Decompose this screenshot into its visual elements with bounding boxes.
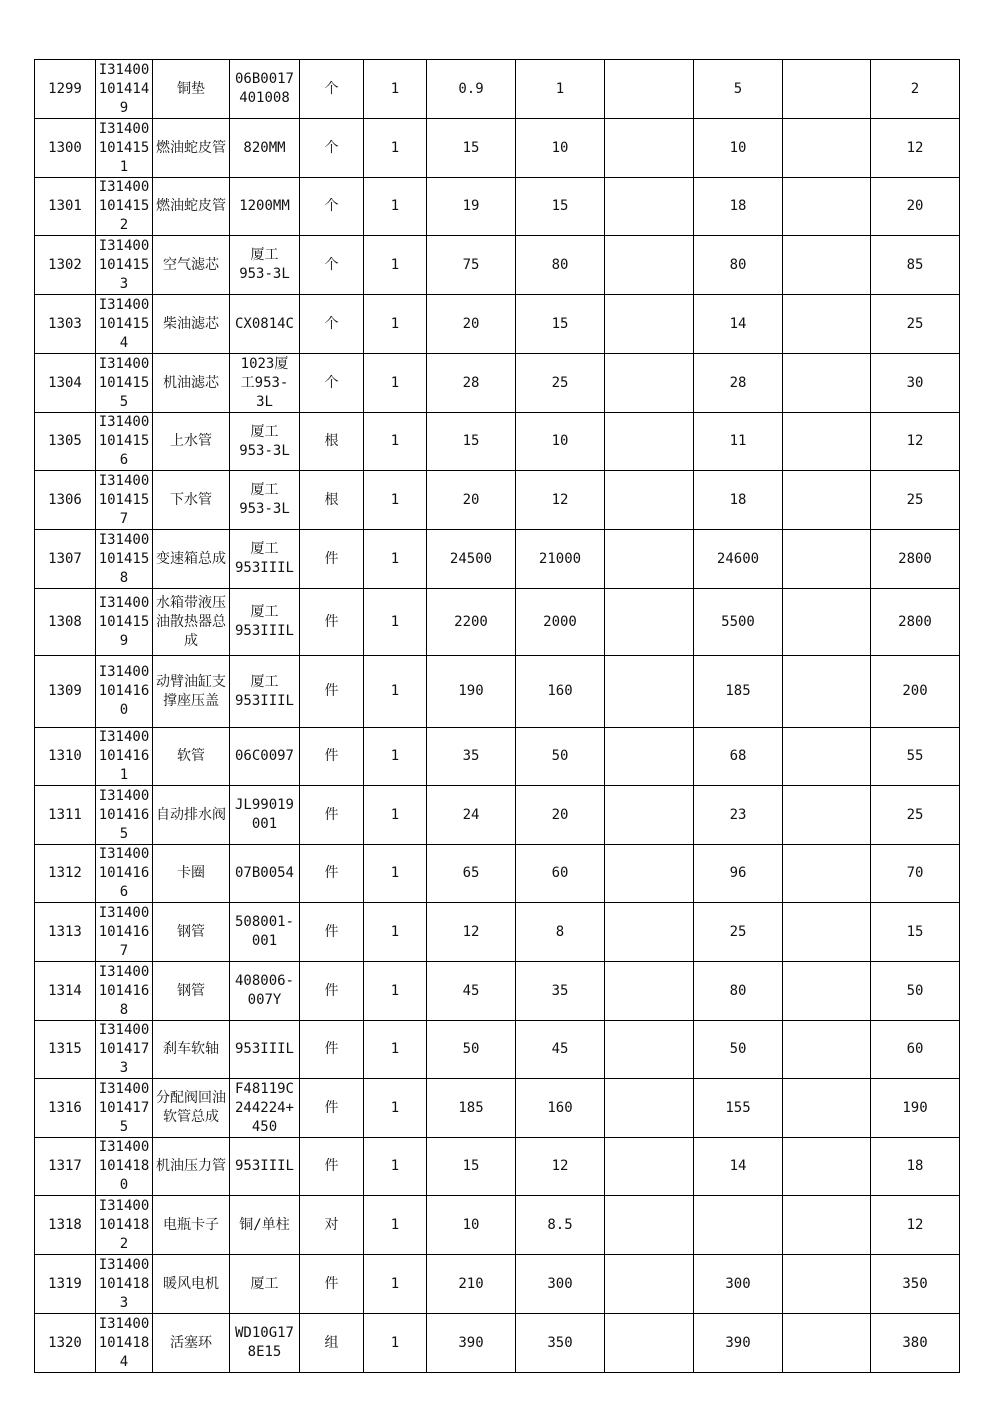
price-3-cell [605,471,694,530]
row-number-cell: 1308 [35,589,96,656]
price-2-cell: 1 [516,60,605,119]
table-row [35,1196,960,1255]
item-name-cell: 水箱带液压油散热器总成 [153,589,230,656]
price-5-cell [783,295,871,354]
table-row [35,656,960,728]
price-5-cell [783,60,871,119]
row-number-cell: 1314 [35,962,96,1021]
item-unit-cell: 件 [300,728,364,786]
item-qty-cell: 1 [364,178,427,236]
item-code-cell: I31400 101416 5 [96,786,153,845]
item-unit-cell: 件 [300,1138,364,1196]
item-code-cell: I31400 101418 0 [96,1138,153,1196]
price-2-cell: 80 [516,236,605,295]
item-qty-cell: 1 [364,589,427,656]
row-number-cell: 1311 [35,786,96,845]
price-6-cell: 190 [871,1079,960,1138]
price-3-cell [605,962,694,1021]
item-name-cell: 卡圈 [153,845,230,903]
item-qty-cell: 1 [364,728,427,786]
item-spec-cell: F48119C 244224+ 450 [230,1079,300,1138]
price-2-cell: 25 [516,354,605,413]
table-row [35,1021,960,1079]
price-2-cell: 10 [516,413,605,471]
item-qty-cell: 1 [364,413,427,471]
item-unit-cell: 件 [300,962,364,1021]
price-4-cell: 18 [694,178,783,236]
item-code-cell: I31400 101414 9 [96,60,153,119]
item-spec-cell: 厦工 953-3L [230,236,300,295]
item-qty-cell: 1 [364,656,427,728]
price-4-cell: 10 [694,119,783,178]
table-row [35,845,960,903]
table-body [35,60,960,1373]
price-1-cell: 10 [427,1196,516,1255]
price-5-cell [783,728,871,786]
item-code-cell: I31400 101417 3 [96,1021,153,1079]
row-number-cell: 1312 [35,845,96,903]
price-5-cell [783,656,871,728]
item-code-cell: I31400 101415 3 [96,236,153,295]
price-2-cell: 160 [516,656,605,728]
table-row [35,786,960,845]
item-name-cell: 活塞环 [153,1314,230,1373]
price-3-cell [605,60,694,119]
table-row [35,1255,960,1314]
item-qty-cell: 1 [364,903,427,962]
item-qty-cell: 1 [364,1196,427,1255]
price-3-cell [605,728,694,786]
item-spec-cell: 厦工 953IIIL [230,589,300,656]
item-name-cell: 暖风电机 [153,1255,230,1314]
price-3-cell [605,1314,694,1373]
price-5-cell [783,119,871,178]
price-4-cell [694,1196,783,1255]
item-unit-cell: 根 [300,471,364,530]
price-table [34,59,960,1373]
table-row [35,1079,960,1138]
price-4-cell: 96 [694,845,783,903]
table-row [35,295,960,354]
price-3-cell [605,1196,694,1255]
item-code-cell: I31400 101418 3 [96,1255,153,1314]
row-number-cell: 1303 [35,295,96,354]
price-2-cell: 50 [516,728,605,786]
item-qty-cell: 1 [364,845,427,903]
price-4-cell: 18 [694,471,783,530]
price-3-cell [605,413,694,471]
price-1-cell: 35 [427,728,516,786]
item-spec-cell: WD10G17 8E15 [230,1314,300,1373]
price-5-cell [783,471,871,530]
item-spec-cell: 厦工 953IIIL [230,530,300,589]
price-1-cell: 185 [427,1079,516,1138]
row-number-cell: 1307 [35,530,96,589]
price-6-cell: 70 [871,845,960,903]
price-4-cell: 300 [694,1255,783,1314]
price-1-cell: 15 [427,413,516,471]
price-5-cell [783,786,871,845]
price-1-cell: 2200 [427,589,516,656]
table-row [35,354,960,413]
price-1-cell: 15 [427,119,516,178]
item-name-cell: 电瓶卡子 [153,1196,230,1255]
table-row [35,471,960,530]
price-4-cell: 23 [694,786,783,845]
item-name-cell: 钢管 [153,962,230,1021]
price-3-cell [605,903,694,962]
price-1-cell: 20 [427,295,516,354]
price-6-cell: 18 [871,1138,960,1196]
row-number-cell: 1319 [35,1255,96,1314]
price-5-cell [783,903,871,962]
row-number-cell: 1313 [35,903,96,962]
item-name-cell: 软管 [153,728,230,786]
price-2-cell: 2000 [516,589,605,656]
price-4-cell: 11 [694,413,783,471]
price-4-cell: 390 [694,1314,783,1373]
item-code-cell: I31400 101416 8 [96,962,153,1021]
item-name-cell: 燃油蛇皮管 [153,119,230,178]
price-1-cell: 0.9 [427,60,516,119]
item-qty-cell: 1 [364,962,427,1021]
price-6-cell: 12 [871,119,960,178]
price-1-cell: 20 [427,471,516,530]
price-2-cell: 45 [516,1021,605,1079]
price-5-cell [783,178,871,236]
price-6-cell: 55 [871,728,960,786]
item-unit-cell: 件 [300,786,364,845]
item-name-cell: 燃油蛇皮管 [153,178,230,236]
price-6-cell: 12 [871,413,960,471]
item-unit-cell: 件 [300,1255,364,1314]
item-unit-cell: 个 [300,295,364,354]
item-unit-cell: 件 [300,589,364,656]
price-4-cell: 24600 [694,530,783,589]
price-5-cell [783,845,871,903]
price-5-cell [783,1255,871,1314]
item-qty-cell: 1 [364,236,427,295]
item-spec-cell: 820MM [230,119,300,178]
price-2-cell: 12 [516,471,605,530]
item-unit-cell: 件 [300,656,364,728]
row-number-cell: 1302 [35,236,96,295]
price-4-cell: 5 [694,60,783,119]
item-spec-cell: 408006- 007Y [230,962,300,1021]
item-name-cell: 变速箱总成 [153,530,230,589]
price-4-cell: 185 [694,656,783,728]
item-unit-cell: 组 [300,1314,364,1373]
price-4-cell: 155 [694,1079,783,1138]
item-unit-cell: 件 [300,903,364,962]
table-row [35,119,960,178]
price-1-cell: 19 [427,178,516,236]
price-3-cell [605,1255,694,1314]
table-row [35,236,960,295]
item-spec-cell: 953IIIL [230,1021,300,1079]
price-6-cell: 200 [871,656,960,728]
price-5-cell [783,413,871,471]
item-unit-cell: 根 [300,413,364,471]
item-code-cell: I31400 101415 4 [96,295,153,354]
price-2-cell: 15 [516,178,605,236]
row-number-cell: 1301 [35,178,96,236]
table-row [35,178,960,236]
price-3-cell [605,1021,694,1079]
item-unit-cell: 件 [300,1021,364,1079]
price-1-cell: 45 [427,962,516,1021]
price-3-cell [605,178,694,236]
item-qty-cell: 1 [364,1079,427,1138]
item-name-cell: 动臂油缸支撑座压盖 [153,656,230,728]
item-code-cell: I31400 101415 5 [96,354,153,413]
item-code-cell: I31400 101415 8 [96,530,153,589]
item-qty-cell: 1 [364,1138,427,1196]
item-name-cell: 铜垫 [153,60,230,119]
item-qty-cell: 1 [364,471,427,530]
price-2-cell: 8.5 [516,1196,605,1255]
item-spec-cell: 1200MM [230,178,300,236]
item-spec-cell: 508001- 001 [230,903,300,962]
price-4-cell: 80 [694,962,783,1021]
price-6-cell: 2800 [871,530,960,589]
item-code-cell: I31400 101415 7 [96,471,153,530]
price-6-cell: 30 [871,354,960,413]
price-1-cell: 24500 [427,530,516,589]
item-qty-cell: 1 [364,60,427,119]
price-4-cell: 68 [694,728,783,786]
item-unit-cell: 个 [300,119,364,178]
item-name-cell: 空气滤芯 [153,236,230,295]
price-5-cell [783,1021,871,1079]
item-unit-cell: 个 [300,354,364,413]
item-spec-cell: 厦工 953IIIL [230,656,300,728]
row-number-cell: 1299 [35,60,96,119]
item-qty-cell: 1 [364,1314,427,1373]
item-qty-cell: 1 [364,530,427,589]
row-number-cell: 1300 [35,119,96,178]
item-spec-cell: JL99019 001 [230,786,300,845]
row-number-cell: 1305 [35,413,96,471]
item-unit-cell: 个 [300,60,364,119]
item-qty-cell: 1 [364,119,427,178]
price-3-cell [605,845,694,903]
price-2-cell: 350 [516,1314,605,1373]
price-4-cell: 50 [694,1021,783,1079]
item-qty-cell: 1 [364,354,427,413]
item-name-cell: 钢管 [153,903,230,962]
row-number-cell: 1310 [35,728,96,786]
price-5-cell [783,589,871,656]
item-qty-cell: 1 [364,1021,427,1079]
item-code-cell: I31400 101415 9 [96,589,153,656]
price-4-cell: 28 [694,354,783,413]
item-name-cell: 自动排水阀 [153,786,230,845]
item-code-cell: I31400 101418 4 [96,1314,153,1373]
price-2-cell: 35 [516,962,605,1021]
item-unit-cell: 对 [300,1196,364,1255]
table-row [35,589,960,656]
price-3-cell [605,1138,694,1196]
item-unit-cell: 件 [300,1079,364,1138]
row-number-cell: 1317 [35,1138,96,1196]
price-6-cell: 2 [871,60,960,119]
price-5-cell [783,1138,871,1196]
price-6-cell: 85 [871,236,960,295]
price-3-cell [605,589,694,656]
price-3-cell [605,354,694,413]
price-6-cell: 60 [871,1021,960,1079]
price-5-cell [783,1079,871,1138]
price-5-cell [783,354,871,413]
item-code-cell: I31400 101415 6 [96,413,153,471]
row-number-cell: 1309 [35,656,96,728]
table-row [35,1138,960,1196]
price-4-cell: 14 [694,1138,783,1196]
item-spec-cell: 06C0097 [230,728,300,786]
item-name-cell: 下水管 [153,471,230,530]
price-3-cell [605,530,694,589]
price-1-cell: 50 [427,1021,516,1079]
price-4-cell: 25 [694,903,783,962]
item-code-cell: I31400 101416 6 [96,845,153,903]
price-4-cell: 5500 [694,589,783,656]
price-2-cell: 160 [516,1079,605,1138]
price-6-cell: 12 [871,1196,960,1255]
price-2-cell: 10 [516,119,605,178]
price-1-cell: 24 [427,786,516,845]
price-5-cell [783,1314,871,1373]
item-unit-cell: 件 [300,530,364,589]
price-1-cell: 210 [427,1255,516,1314]
price-1-cell: 75 [427,236,516,295]
item-code-cell: I31400 101416 1 [96,728,153,786]
price-1-cell: 28 [427,354,516,413]
price-2-cell: 15 [516,295,605,354]
item-code-cell: I31400 101417 5 [96,1079,153,1138]
price-5-cell [783,236,871,295]
row-number-cell: 1306 [35,471,96,530]
item-spec-cell: 厦工 [230,1255,300,1314]
item-qty-cell: 1 [364,1255,427,1314]
price-3-cell [605,295,694,354]
table-row [35,728,960,786]
price-4-cell: 14 [694,295,783,354]
item-unit-cell: 件 [300,845,364,903]
price-6-cell: 15 [871,903,960,962]
item-qty-cell: 1 [364,786,427,845]
price-4-cell: 80 [694,236,783,295]
item-name-cell: 柴油滤芯 [153,295,230,354]
item-code-cell: I31400 101416 7 [96,903,153,962]
price-2-cell: 21000 [516,530,605,589]
item-code-cell: I31400 101415 1 [96,119,153,178]
item-spec-cell: 06B0017 401008 [230,60,300,119]
price-2-cell: 60 [516,845,605,903]
price-3-cell [605,236,694,295]
price-6-cell: 25 [871,295,960,354]
table-row [35,413,960,471]
row-number-cell: 1315 [35,1021,96,1079]
item-name-cell: 机油滤芯 [153,354,230,413]
price-1-cell: 15 [427,1138,516,1196]
table-row [35,60,960,119]
price-2-cell: 300 [516,1255,605,1314]
price-6-cell: 2800 [871,589,960,656]
item-name-cell: 机油压力管 [153,1138,230,1196]
item-unit-cell: 个 [300,178,364,236]
price-6-cell: 350 [871,1255,960,1314]
price-6-cell: 25 [871,786,960,845]
table-row [35,530,960,589]
item-unit-cell: 个 [300,236,364,295]
price-1-cell: 65 [427,845,516,903]
price-3-cell [605,786,694,845]
table-row [35,962,960,1021]
price-5-cell [783,1196,871,1255]
item-spec-cell: 厦工 953-3L [230,413,300,471]
price-3-cell [605,119,694,178]
price-6-cell: 20 [871,178,960,236]
item-spec-cell: 953IIIL [230,1138,300,1196]
row-number-cell: 1320 [35,1314,96,1373]
price-3-cell [605,1079,694,1138]
price-5-cell [783,530,871,589]
item-name-cell: 分配阀回油软管总成 [153,1079,230,1138]
price-2-cell: 20 [516,786,605,845]
price-1-cell: 12 [427,903,516,962]
table-row [35,903,960,962]
price-6-cell: 25 [871,471,960,530]
price-1-cell: 190 [427,656,516,728]
row-number-cell: 1318 [35,1196,96,1255]
item-qty-cell: 1 [364,295,427,354]
price-5-cell [783,962,871,1021]
item-spec-cell: 1023厦 工953- 3L [230,354,300,413]
item-name-cell: 刹车软轴 [153,1021,230,1079]
item-name-cell: 上水管 [153,413,230,471]
price-6-cell: 380 [871,1314,960,1373]
item-spec-cell: CX0814C [230,295,300,354]
price-3-cell [605,656,694,728]
price-6-cell: 50 [871,962,960,1021]
table-row [35,1314,960,1373]
item-code-cell: I31400 101415 2 [96,178,153,236]
item-code-cell: I31400 101416 0 [96,656,153,728]
price-2-cell: 12 [516,1138,605,1196]
row-number-cell: 1316 [35,1079,96,1138]
item-spec-cell: 铜/单柱 [230,1196,300,1255]
item-code-cell: I31400 101418 2 [96,1196,153,1255]
item-spec-cell: 07B0054 [230,845,300,903]
row-number-cell: 1304 [35,354,96,413]
item-spec-cell: 厦工 953-3L [230,471,300,530]
price-1-cell: 390 [427,1314,516,1373]
price-2-cell: 8 [516,903,605,962]
